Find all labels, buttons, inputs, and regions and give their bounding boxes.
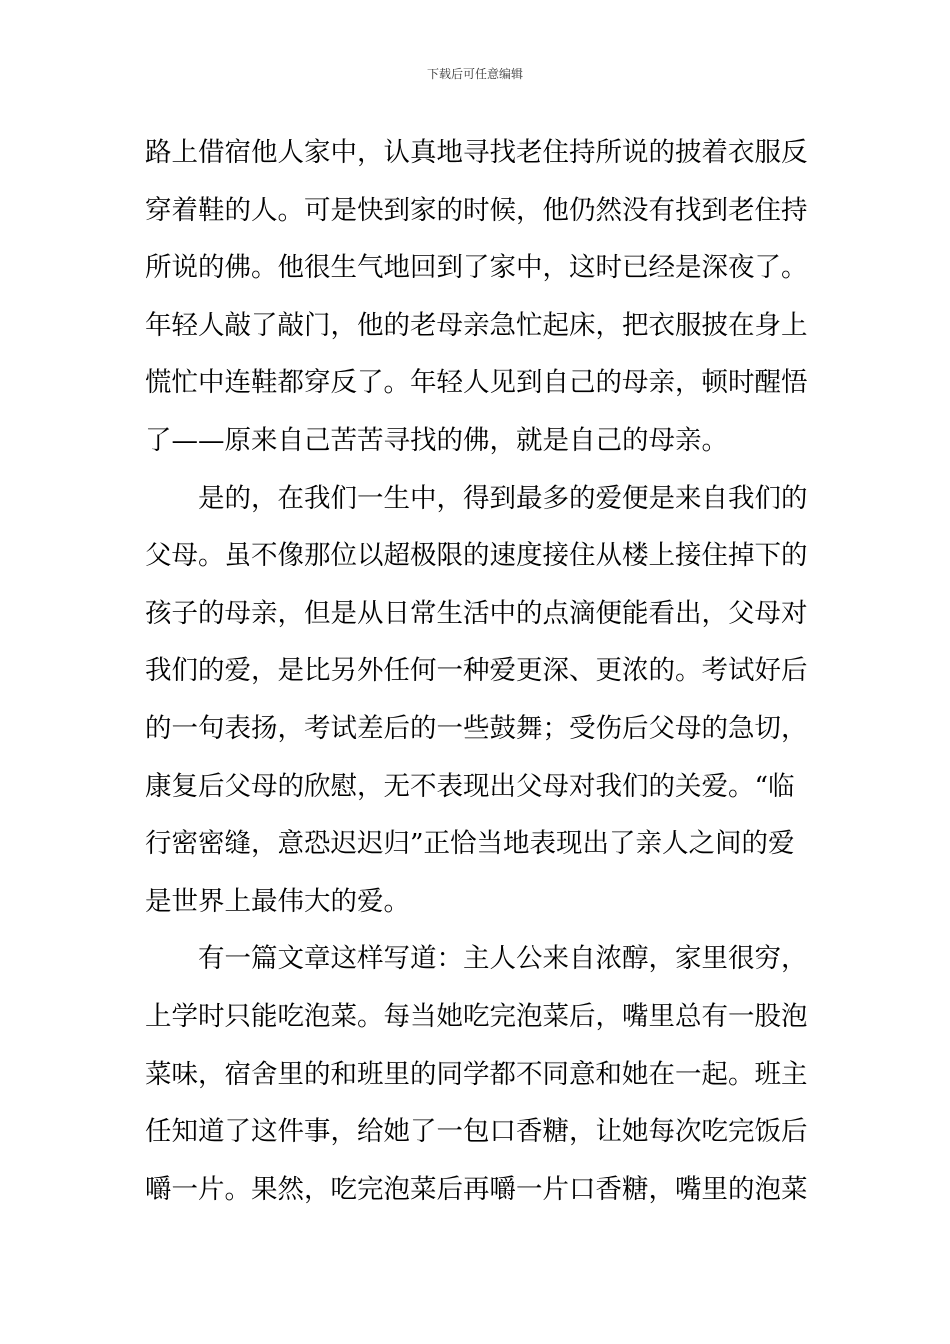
text-line: 年轻人敲了敲门，他的老母亲急忙起床，把衣服披在身上 <box>145 309 808 341</box>
paragraph-first-line: 有一篇文章这样写道：主人公来自浓醇，家里很穷， <box>198 943 808 975</box>
page-header: 下载后可任意编辑 <box>426 67 523 81</box>
text-line: 任知道了这件事，给她了一包口香糖，让她每次吃完饭后 <box>145 1116 808 1148</box>
text-line: 菜味，宿舍里的和班里的同学都不同意和她在一起。班主 <box>145 1058 808 1090</box>
text-line: 所说的佛。他很生气地回到了家中，这时已经是深夜了。 <box>145 252 808 284</box>
text-line: 了——原来自己苦苦寻找的佛，就是自己的母亲。 <box>145 424 728 456</box>
text-line: 是世界上最伟大的爱。 <box>145 885 410 917</box>
text-line: 行密密缝，意恐迟迟归”正恰当地表现出了亲人之间的爱 <box>145 828 795 860</box>
text-line: 父母。虽不像那位以超极限的速度接住从楼上接住掉下的 <box>145 540 808 572</box>
document-body <box>145 124 807 1218</box>
text-line: 孩子的母亲，但是从日常生活中的点滴便能看出，父母对 <box>145 597 808 629</box>
text-line: 康复后父母的欣慰，无不表现出父母对我们的关爱。“临 <box>145 770 795 802</box>
text-line: 我们的爱，是比另外任何一种爱更深、更浓的。考试好后 <box>145 655 808 687</box>
text-line: 路上借宿他人家中，认真地寻找老住持所说的披着衣服反 <box>145 137 808 168</box>
text-line: 的一句表扬，考试差后的一些鼓舞；受伤后父母的急切， <box>145 712 808 744</box>
text-line: 慌忙中连鞋都穿反了。年轻人见到自己的母亲，顿时醒悟 <box>145 367 808 399</box>
text-line: 穿着鞋的人。可是快到家的时候，他仍然没有找到老住持 <box>145 194 808 226</box>
text-line: 上学时只能吃泡菜。每当她吃完泡菜后，嘴里总有一股泡 <box>145 1000 808 1032</box>
paragraph-first-line: 是的，在我们一生中，得到最多的爱便是来自我们的 <box>198 482 808 514</box>
text-line: 嚼一片。果然，吃完泡菜后再嚼一片口香糖，嘴里的泡菜 <box>145 1173 808 1205</box>
